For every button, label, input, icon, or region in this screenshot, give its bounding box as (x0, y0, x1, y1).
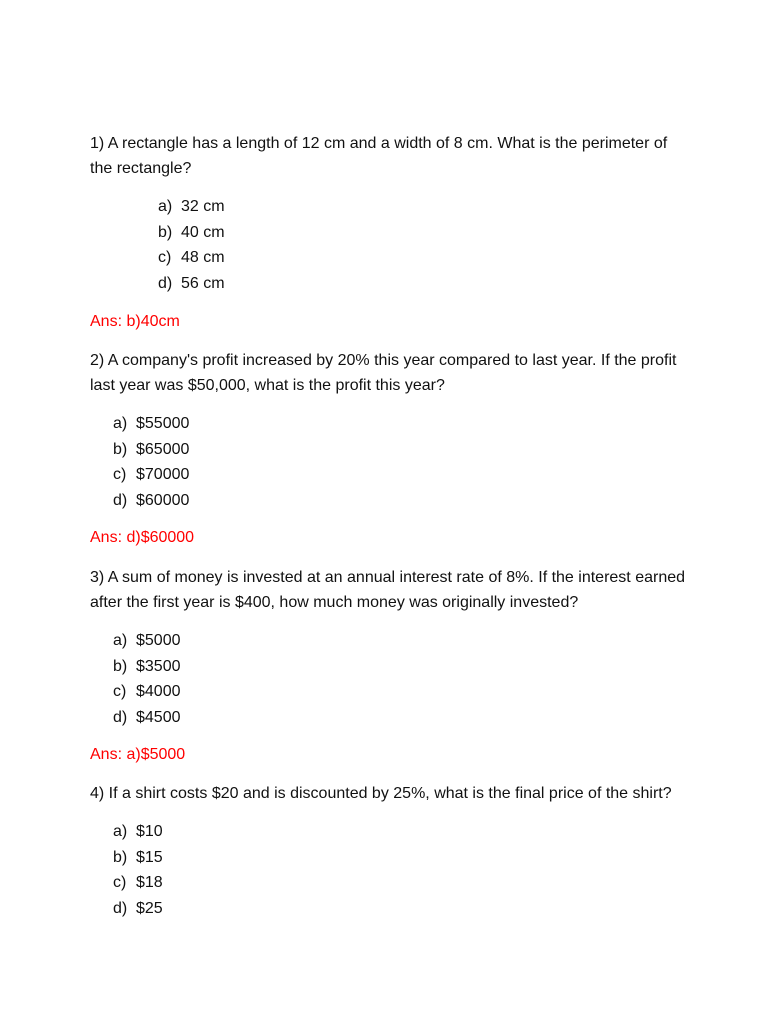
option-text: 56 cm (181, 274, 225, 292)
option-item (158, 220, 758, 246)
option-letter: a) (113, 823, 128, 840)
question-3-text: 3) A sum of money is invested at an annual interest rate of 8%. If the interest earned after the first year is $400, how much money was originally invested? (90, 569, 686, 611)
option-text: $18 (136, 874, 163, 891)
option-text: 40 cm (181, 223, 225, 241)
option-text: $5000 (136, 632, 181, 649)
option-item (158, 271, 758, 297)
option-text: $10 (136, 823, 163, 840)
option-letter: b) (113, 440, 128, 458)
option-item (113, 488, 713, 514)
option-item (113, 870, 713, 896)
option-letter: c) (113, 683, 127, 700)
option-text: $70000 (136, 466, 190, 483)
question-4-text: 4) If a shirt costs $20 and is discounted by 25%, what is the final price of the shirt? (90, 785, 672, 802)
option-letter: c) (113, 466, 127, 483)
option-letter: a) (113, 632, 128, 649)
option-text: $15 (136, 848, 163, 866)
option-letter: d) (113, 491, 128, 509)
option-letter: b) (113, 657, 128, 675)
option-text: $55000 (136, 415, 190, 432)
option-item (158, 194, 758, 220)
option-item (113, 411, 713, 437)
option-letter: a) (113, 415, 128, 432)
option-letter: d) (158, 274, 173, 292)
option-item (113, 679, 713, 705)
option-text: $3500 (136, 657, 181, 675)
option-letter: b) (113, 848, 128, 866)
option-item (113, 819, 713, 845)
question-1-answer: Ans: b)40cm (90, 313, 180, 330)
option-text: 32 cm (181, 198, 225, 215)
option-letter: d) (113, 708, 128, 726)
option-letter: b) (158, 223, 173, 241)
option-item (113, 705, 713, 731)
question-1-options (158, 194, 758, 296)
option-letter: c) (113, 874, 127, 891)
question-2-text: 2) A company's profit increased by 20% this year compared to last year. If the profit last year was $50,000, what is the profit this year? (90, 352, 677, 394)
question-3-options (113, 628, 713, 730)
option-item (113, 654, 713, 680)
option-item (158, 245, 758, 271)
question-2-options (113, 411, 713, 513)
question-2-answer: Ans: d)$60000 (90, 529, 195, 546)
option-text: 48 cm (181, 249, 225, 266)
option-text: $65000 (136, 440, 190, 458)
option-item (113, 845, 713, 871)
option-letter: c) (158, 249, 172, 266)
option-letter: a) (158, 198, 173, 215)
option-item (113, 462, 713, 488)
question-1-text: 1) A rectangle has a length of 12 cm and a width of 8 cm. What is the perimeter of the rectangle? (90, 135, 668, 177)
option-item (113, 896, 713, 922)
question-3-answer: Ans: a)$5000 (90, 746, 186, 763)
option-item (113, 628, 713, 654)
question-4-options (113, 819, 713, 921)
option-item (113, 437, 713, 463)
option-text: $60000 (136, 491, 190, 509)
option-letter: d) (113, 899, 128, 917)
option-text: $4000 (136, 683, 181, 700)
option-text: $4500 (136, 708, 181, 726)
option-text: $25 (136, 899, 163, 917)
